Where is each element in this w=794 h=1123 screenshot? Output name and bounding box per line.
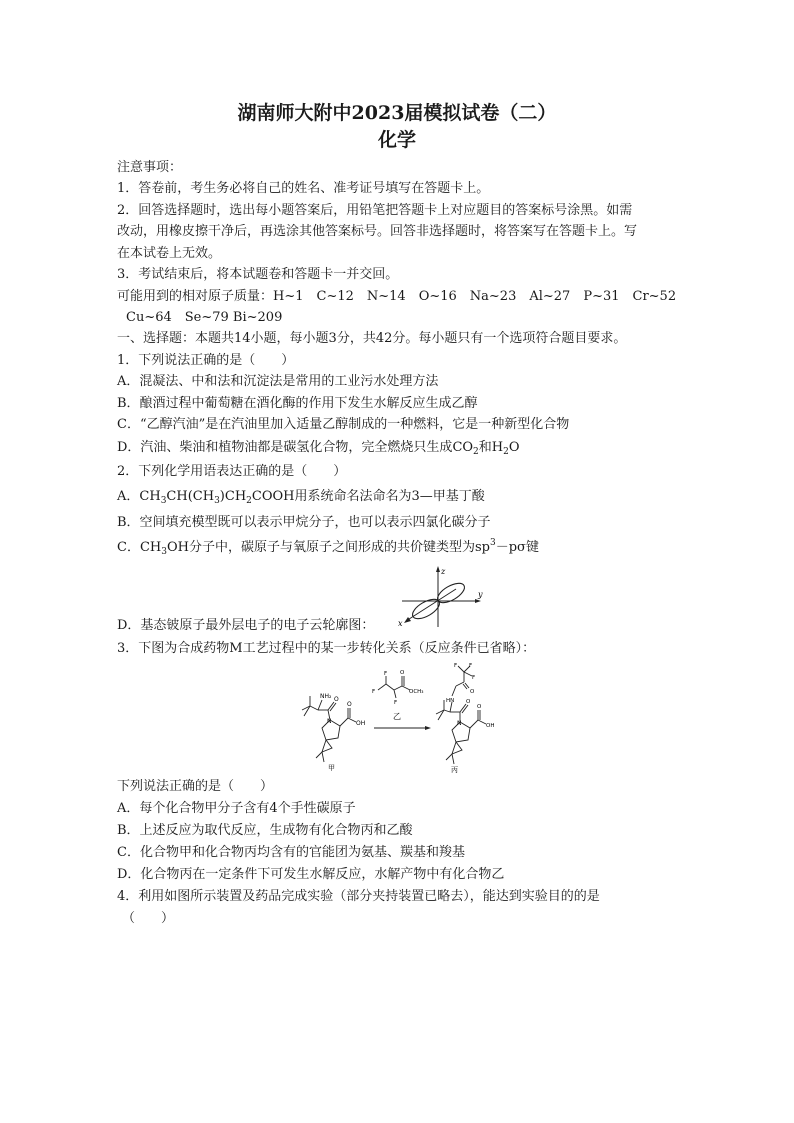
reactant-o: O (334, 696, 339, 703)
notice-item-2-line-3: 在本试卷上无效。 (117, 246, 222, 261)
reagent-och3: OCH₃ (409, 689, 424, 695)
reaction-arrow-head (425, 726, 431, 730)
formula-part: CH (139, 540, 162, 555)
formula-part: CH(CH (166, 489, 215, 504)
q2-c-hybrid (475, 540, 526, 555)
reagent-o: O (400, 670, 405, 676)
q3-option-a: A．每个化合物甲分子含有4个手性碳原子 (117, 801, 356, 816)
product-hn: HN (446, 698, 455, 704)
q3-option-d: D．化合物丙在一定条件下可发生水解反应，水解产物中有化合物乙 (117, 867, 505, 882)
q2-stem: 2．下列化学用语表达正确的是（ ） (117, 464, 347, 479)
formula-part: COOH (251, 489, 295, 504)
q2-c-text: 分子中，碳原子与氧原子之间形成的共价键类型为 (188, 540, 475, 555)
reagent-f-1: F (372, 689, 376, 695)
formula-co: CO (452, 440, 474, 455)
formula-part: )CH (219, 489, 247, 504)
exam-subject: 化学 (377, 129, 416, 151)
product-label: 丙 (451, 766, 458, 774)
q1-option-d (117, 438, 520, 458)
z-axis-label: z (441, 567, 446, 576)
atomic-masses-line-2: Cu~64 Se~79 Bi~209 (126, 310, 283, 325)
product-f-2: F (469, 663, 473, 669)
product-oh: OH (486, 723, 495, 729)
reagent-label: 乙 (393, 712, 401, 721)
product-structure (436, 666, 486, 764)
q2-c-end: 键 (525, 540, 539, 555)
formula-subscript: 3 (214, 496, 220, 506)
reactant-label: 甲 (328, 764, 335, 772)
q1-stem: 1．下列说法正确的是（ ） (117, 353, 295, 368)
formula-part: sp (475, 540, 490, 555)
q2-c-label: C． (117, 540, 140, 555)
reagent-structure (378, 676, 410, 698)
notice-item-3: 3．考试结束后，将本试题卷和答题卡一并交回。 (117, 267, 399, 282)
formula-subscript: 2 (246, 496, 252, 506)
formula-subscript: 3 (160, 496, 167, 506)
reaction-scheme (288, 662, 510, 774)
q2-option-b: B．空间填充模型既可以表示甲烷分子，也可以表示四氯化碳分子 (117, 515, 491, 530)
reactant-oh: OH (356, 720, 366, 727)
product-f-3: F (472, 675, 476, 681)
notice-item-2-line-2: 改动，用橡皮擦干净后，再选涂其他答案标号。回答非选择题时，将答案写在答题卡上。写 (117, 224, 638, 239)
y-axis-label: y (478, 590, 483, 599)
z-arrow (436, 566, 440, 572)
atomic-masses-line-1: 可能用到的相对原子质量：H~1 C~12 N~14 O~16 Na~23 Al~27 P~31 Cr~52 (117, 289, 677, 304)
q2-option-a (117, 487, 485, 507)
formula-o: O (508, 440, 520, 455)
q2-a-formula (139, 489, 294, 504)
notice-heading: 注意事项： (117, 160, 183, 175)
q3-question: 下列说法正确的是（ ） (117, 779, 274, 794)
q1-d-h2o (492, 440, 520, 455)
q3-option-b: B．上述反应为取代反应，生成物有化合物丙和乙酸 (117, 823, 413, 838)
exam-title: 湖南师大附中2023届模拟试卷（二） (237, 102, 557, 124)
electron-cloud-diagram (396, 563, 488, 631)
formula-subscript: 3 (161, 547, 167, 557)
q2-option-c (117, 538, 539, 558)
q2-a-text: 用系统命名法命名为3—甲基丁酸 (294, 489, 485, 504)
reactant-nh2: NH₂ (320, 693, 332, 700)
q2-c-formula (140, 540, 189, 555)
q1-option-c: C．“乙醇汽油”是在汽油里加入适量乙醇制成的一种燃料，它是一种新型化合物 (117, 417, 570, 432)
formula-part: －pσ (495, 540, 526, 555)
product-n: N (457, 720, 462, 727)
y-arrow (475, 599, 481, 603)
q1-option-b: B．酿酒过程中葡萄糖在酒化酶的作用下发生水解反应生成乙醇 (117, 396, 478, 411)
q2-a-label: A． (117, 489, 140, 504)
q3-stem: 3．下图为合成药物M工艺过程中的某一步转化关系（反应条件已省略）： (117, 641, 536, 656)
formula-subscript: 2 (473, 447, 479, 457)
q4-stem-line-2: （ ） (122, 911, 175, 926)
q1-option-a: A．混凝法、中和法和沉淀法是常用的工业污水处理方法 (117, 374, 439, 389)
x-axis-label: x (398, 619, 403, 628)
reactant-acid-o: O (347, 701, 352, 708)
q4-stem-line-1: 4．利用如图所示装置及药品完成实验（部分夹持装置已略去），能达到实验目的的是 (117, 889, 600, 904)
formula-part: CH (139, 489, 161, 504)
q2-option-d: D．基态铍原子最外层电子的电子云轮廓图： (117, 618, 375, 633)
q1-d-text: D．汽油、柴油和植物油都是碳氢化合物，完全燃烧只生成 (117, 440, 453, 455)
reagent-f-3: F (394, 700, 398, 706)
section-1-heading: 一、选择题：本题共14小题，每小题3分，共42分。每小题只有一个选项符合题目要求。 (117, 331, 627, 346)
x-axis (406, 589, 456, 621)
product-acid-o: O (477, 704, 482, 710)
formula-subscript: 2 (503, 447, 509, 457)
product-ketone-o: O (466, 699, 471, 705)
product-amide-o: O (470, 689, 475, 695)
product-f-1: F (454, 663, 458, 669)
q3-option-c: C．化合物甲和化合物丙均含有的官能团为氨基、羰基和羧基 (117, 845, 465, 860)
notice-item-1: 1．答卷前，考生务必将自己的姓名、准考证号填写在答题卡上。 (117, 181, 490, 196)
q1-d-co2 (452, 440, 478, 455)
formula-h: H (491, 440, 504, 455)
formula-superscript: 3 (490, 538, 496, 548)
formula-part: OH (166, 540, 189, 555)
reactant-n: N (327, 718, 332, 725)
q1-d-and: 和 (478, 440, 492, 455)
notice-item-2-line-1: 2．回答选择题时，选出每小题答案后，用铅笔把答题卡上对应题目的答案标号涂黑。如需 (117, 203, 633, 218)
reagent-f-2: F (384, 671, 388, 677)
